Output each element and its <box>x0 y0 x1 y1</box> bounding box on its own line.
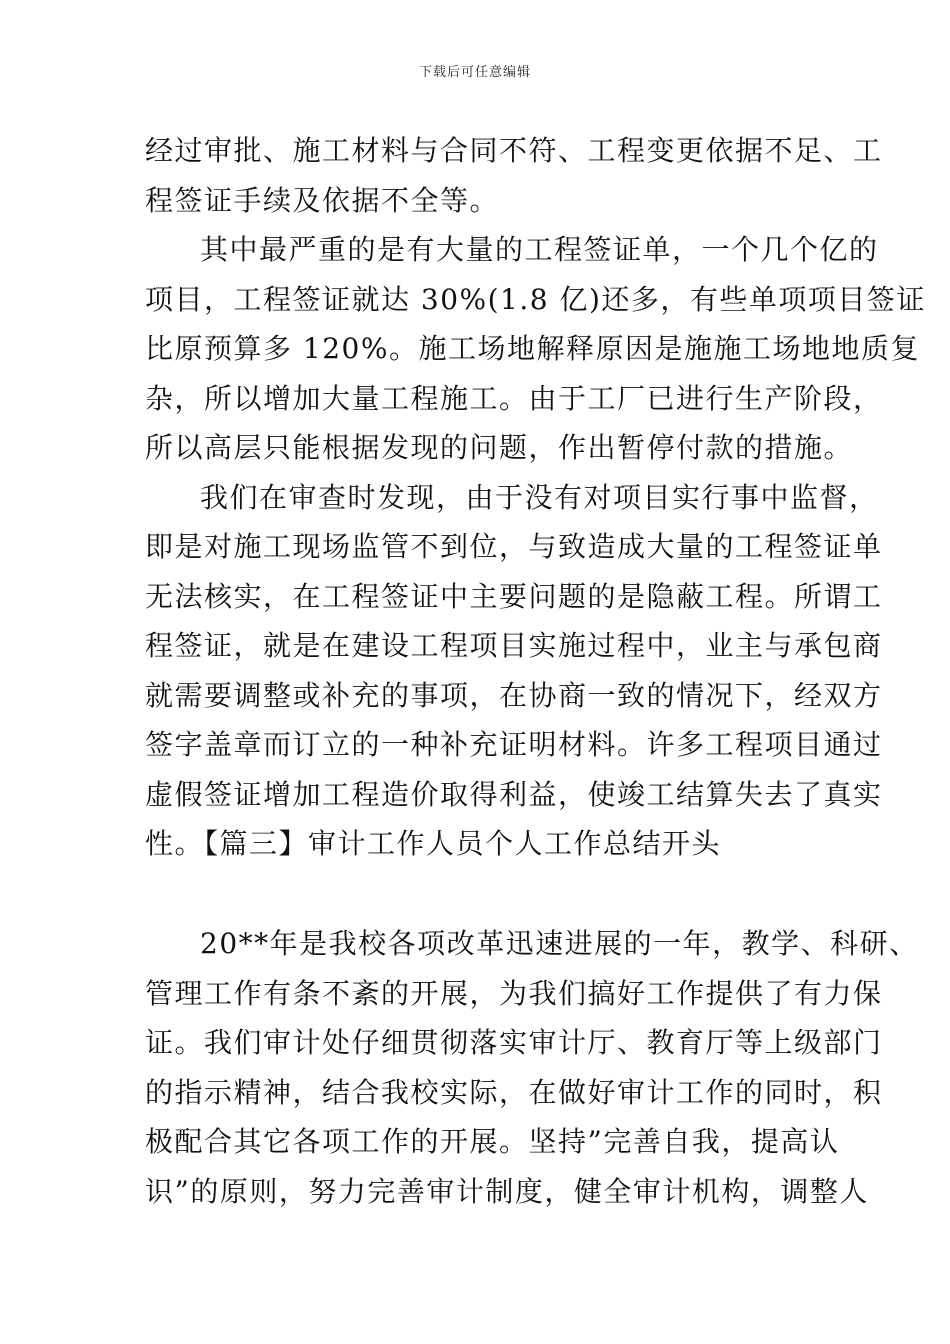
text-line: 20**年是我校各项改革迅速进展的一年，教学、科研、 <box>200 927 919 960</box>
text-line: 签字盖章而订立的一种补充证明材料。许多工程项目通过 <box>145 728 883 761</box>
section-heading-line: 性。【篇三】审计工作人员个人工作总结开头 <box>145 827 722 860</box>
text-line: 识”的原则，努力完善审计制度，健全审计机构，调整人 <box>145 1175 869 1208</box>
text-line: 比原预算多 120%。施工场地解释原因是施施工场地地质复 <box>145 332 920 365</box>
text-line: 程签证手续及依据不全等。 <box>145 184 500 217</box>
text-line: 杂，所以增加大量工程施工。由于工厂已进行生产阶段， <box>145 382 883 415</box>
text-line: 的指示精神，结合我校实际，在做好审计工作的同时，积 <box>145 1076 883 1109</box>
text-line: 其中最严重的是有大量的工程签证单，一个几个亿的 <box>200 233 879 266</box>
text-line: 经过审批、施工材料与合同不符、工程变更依据不足、工 <box>145 134 883 167</box>
text-line: 虚假签证增加工程造价取得利益，使竣工结算失去了真实 <box>145 778 883 811</box>
text-line: 无法核实，在工程签证中主要问题的是隐蔽工程。所谓工 <box>145 580 883 613</box>
text-line: 我们在审查时发现，由于没有对项目实行事中监督， <box>200 481 879 514</box>
text-line: 管理工作有条不紊的开展，为我们搞好工作提供了有力保 <box>145 977 883 1010</box>
page-header: 下载后可任意编辑 <box>418 65 531 80</box>
text-line: 极配合其它各项工作的开展。坚持”完善自我，提高认 <box>145 1125 840 1158</box>
text-line: 就需要调整或补充的事项，在协商一致的情况下，经双方 <box>145 679 883 712</box>
text-line: 所以高层只能根据发现的问题，作出暂停付款的措施。 <box>145 431 854 464</box>
text-line: 程签证，就是在建设工程项目实施过程中，业主与承包商 <box>145 629 883 662</box>
text-line: 证。我们审计处仔细贯彻落实审计厅、教育厅等上级部门 <box>145 1026 883 1059</box>
text-line: 即是对施工现场监管不到位，与致造成大量的工程签证单 <box>145 530 883 563</box>
text-line: 项目，工程签证就达 30%(1.8 亿)还多，有些单项项目签证 <box>145 283 926 316</box>
